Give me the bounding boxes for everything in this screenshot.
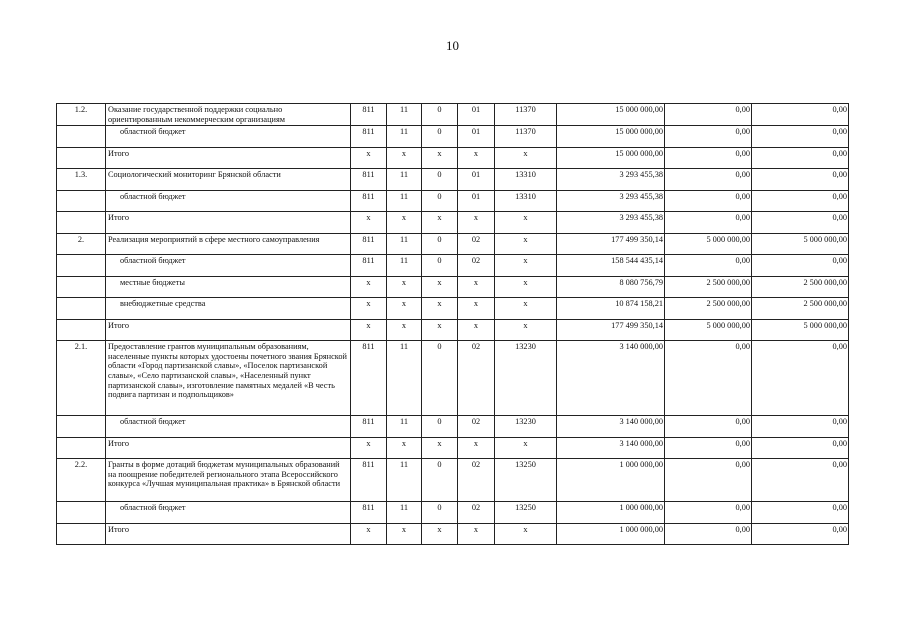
row-name: Итого [106,319,351,341]
row-number [57,416,106,438]
amount-cell: 0,00 [665,341,752,416]
amount-cell: 0,00 [665,104,752,126]
amount-cell: 1 000 000,00 [557,523,665,545]
code-cell: х [387,147,422,169]
amount-cell: 0,00 [665,169,752,191]
amount-cell: 3 140 000,00 [557,437,665,459]
code-cell: 811 [351,104,387,126]
code-cell: 01 [458,190,495,212]
row-number: 1.2. [57,104,106,126]
code-cell: х [351,523,387,545]
table-row [57,190,849,212]
row-name: внебюджетные средства [106,298,351,320]
code-cell: 811 [351,416,387,438]
amount-cell: 5 000 000,00 [752,233,849,255]
code-cell: х [422,437,458,459]
amount-cell: 0,00 [665,502,752,524]
row-number [57,298,106,320]
code-cell: х [351,298,387,320]
amount-cell: 0,00 [665,523,752,545]
table-row [57,298,849,320]
table-row [57,319,849,341]
row-name: Итого [106,212,351,234]
amount-cell: 0,00 [752,126,849,148]
code-cell: 0 [422,459,458,502]
code-cell: 01 [458,126,495,148]
amount-cell: 158 544 435,14 [557,255,665,277]
amount-cell: 0,00 [752,523,849,545]
row-name: Итого [106,523,351,545]
row-number [57,126,106,148]
amount-cell: 1 000 000,00 [557,502,665,524]
amount-cell: 177 499 350,14 [557,319,665,341]
amount-cell: 3 140 000,00 [557,416,665,438]
page-number: 10 [446,38,459,53]
code-cell: х [422,298,458,320]
amount-cell: 5 000 000,00 [665,233,752,255]
code-cell: 0 [422,190,458,212]
row-name: Итого [106,437,351,459]
amount-cell: 3 293 455,38 [557,169,665,191]
code-cell: х [422,147,458,169]
row-number: 2.2. [57,459,106,502]
amount-cell: 0,00 [665,416,752,438]
row-number [57,190,106,212]
code-cell: х [495,255,557,277]
row-name: Социологический мониторинг Брянской области [106,169,351,191]
row-number: 2. [57,233,106,255]
code-cell: 11 [387,341,422,416]
row-name: местные бюджеты [106,276,351,298]
amount-cell: 0,00 [752,212,849,234]
code-cell: х [422,276,458,298]
code-cell: х [422,212,458,234]
row-name: областной бюджет [106,255,351,277]
code-cell: х [495,233,557,255]
code-cell: 02 [458,341,495,416]
code-cell: х [387,276,422,298]
code-cell: 11 [387,416,422,438]
code-cell: 13310 [495,169,557,191]
table-body [57,104,849,545]
amount-cell: 2 500 000,00 [665,298,752,320]
amount-cell: 2 500 000,00 [752,276,849,298]
table-row [57,255,849,277]
amount-cell: 0,00 [752,190,849,212]
code-cell: х [458,298,495,320]
code-cell: 0 [422,502,458,524]
code-cell: х [387,298,422,320]
amount-cell: 0,00 [752,147,849,169]
code-cell: х [387,212,422,234]
table-row [57,276,849,298]
amount-cell: 1 000 000,00 [557,459,665,502]
code-cell: 01 [458,169,495,191]
amount-cell: 10 874 158,21 [557,298,665,320]
amount-cell: 0,00 [665,212,752,234]
row-name: областной бюджет [106,126,351,148]
code-cell: 13250 [495,502,557,524]
code-cell: х [458,276,495,298]
code-cell: 11 [387,255,422,277]
code-cell: 02 [458,459,495,502]
amount-cell: 0,00 [665,437,752,459]
code-cell: 0 [422,126,458,148]
amount-cell: 5 000 000,00 [752,319,849,341]
code-cell: х [458,319,495,341]
amount-cell: 177 499 350,14 [557,233,665,255]
code-cell: 13250 [495,459,557,502]
table-row [57,523,849,545]
amount-cell: 0,00 [752,104,849,126]
code-cell: х [495,437,557,459]
code-cell: х [458,212,495,234]
code-cell: 13230 [495,341,557,416]
row-name: Реализация мероприятий в сфере местного самоуправления [106,233,351,255]
amount-cell: 0,00 [665,459,752,502]
amount-cell: 3 293 455,38 [557,190,665,212]
table-row [57,147,849,169]
code-cell: 811 [351,190,387,212]
code-cell: 811 [351,126,387,148]
code-cell: 0 [422,416,458,438]
amount-cell: 0,00 [752,341,849,416]
amount-cell: 2 500 000,00 [665,276,752,298]
code-cell: х [351,437,387,459]
amount-cell: 15 000 000,00 [557,126,665,148]
amount-cell: 0,00 [752,437,849,459]
code-cell: х [495,319,557,341]
table-row [57,341,849,416]
row-name: Итого [106,147,351,169]
code-cell: х [387,523,422,545]
code-cell: 0 [422,233,458,255]
code-cell: 0 [422,104,458,126]
amount-cell: 3 293 455,38 [557,212,665,234]
table-row [57,459,849,502]
row-number [57,437,106,459]
code-cell: х [458,147,495,169]
row-number [57,523,106,545]
table-row [57,502,849,524]
code-cell: х [422,523,458,545]
code-cell: х [387,437,422,459]
code-cell: х [387,319,422,341]
code-cell: 0 [422,341,458,416]
amount-cell: 0,00 [752,502,849,524]
amount-cell: 8 080 756,79 [557,276,665,298]
table-row [57,212,849,234]
table-row [57,437,849,459]
code-cell: 01 [458,104,495,126]
row-number [57,255,106,277]
row-number [57,319,106,341]
code-cell: х [458,523,495,545]
code-cell: 811 [351,459,387,502]
amount-cell: 3 140 000,00 [557,341,665,416]
amount-cell: 0,00 [752,459,849,502]
code-cell: х [495,147,557,169]
code-cell: 11 [387,126,422,148]
code-cell: 11370 [495,126,557,148]
row-name: областной бюджет [106,190,351,212]
code-cell: 811 [351,502,387,524]
amount-cell: 0,00 [665,126,752,148]
code-cell: 811 [351,169,387,191]
code-cell: 811 [351,233,387,255]
code-cell: 13310 [495,190,557,212]
code-cell: х [495,212,557,234]
row-number: 1.3. [57,169,106,191]
code-cell: 811 [351,341,387,416]
code-cell: х [351,319,387,341]
row-name: областной бюджет [106,416,351,438]
amount-cell: 0,00 [752,416,849,438]
code-cell: 11 [387,104,422,126]
row-number [57,502,106,524]
amount-cell: 0,00 [752,169,849,191]
code-cell: 11 [387,233,422,255]
code-cell: х [495,298,557,320]
code-cell: х [495,523,557,545]
table-row [57,416,849,438]
row-number [57,276,106,298]
code-cell: 02 [458,233,495,255]
row-name: Оказание государственной поддержки социально ориентированным некоммерческим организациям [106,104,351,126]
code-cell: 11370 [495,104,557,126]
amount-cell: 0,00 [665,255,752,277]
amount-cell: 15 000 000,00 [557,104,665,126]
row-number [57,147,106,169]
amount-cell: 0,00 [752,255,849,277]
amount-cell: 15 000 000,00 [557,147,665,169]
code-cell: 13230 [495,416,557,438]
table-row [57,104,849,126]
row-name: областной бюджет [106,502,351,524]
row-name: Гранты в форме дотаций бюджетам муниципальных образований на поощрение победителей регионального этапа Всероссийского конкурса «Лучшая муниципальная практика» в Брянской области [106,459,351,502]
code-cell: х [458,437,495,459]
code-cell: 11 [387,502,422,524]
row-name: Предоставление грантов муниципальным образованиям, населенные пункты которых удостоены почетного звания Брянской области «Город партизанской славы», «Поселок партизанской славы», «Село партизанской славы», «Населенный пункт партизанской славы», изготовление памятных медалей «В честь подвига партизан и подпольщиков» [106,341,351,416]
row-number [57,212,106,234]
code-cell: х [422,319,458,341]
budget-table [56,103,849,545]
table-row [57,233,849,255]
amount-cell: 2 500 000,00 [752,298,849,320]
code-cell: 11 [387,459,422,502]
amount-cell: 0,00 [665,190,752,212]
code-cell: х [495,276,557,298]
code-cell: 02 [458,416,495,438]
amount-cell: 5 000 000,00 [665,319,752,341]
table-row [57,169,849,191]
code-cell: 02 [458,255,495,277]
code-cell: 811 [351,255,387,277]
code-cell: 0 [422,255,458,277]
code-cell: х [351,276,387,298]
code-cell: х [351,147,387,169]
amount-cell: 0,00 [665,147,752,169]
code-cell: 11 [387,190,422,212]
code-cell: х [351,212,387,234]
code-cell: 0 [422,169,458,191]
code-cell: 02 [458,502,495,524]
row-number: 2.1. [57,341,106,416]
table-row [57,126,849,148]
code-cell: 11 [387,169,422,191]
